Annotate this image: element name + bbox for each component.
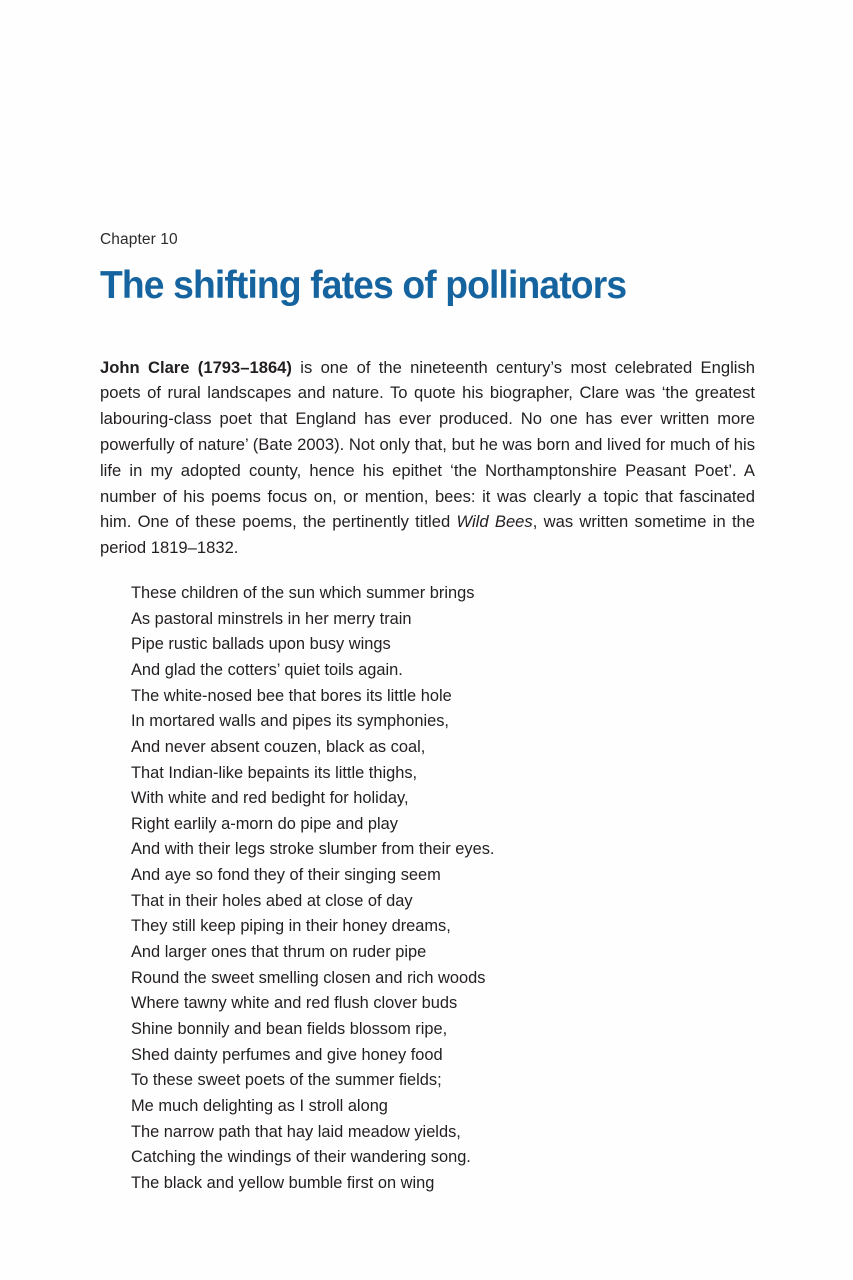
poem-line: The narrow path that hay laid meadow yields, [131,1122,461,1141]
poem-line: And aye so fond they of their singing seem [131,866,441,885]
poem-line: Me much delighting as I stroll along [131,1097,388,1116]
poem-line: That in their holes abed at close of day [131,891,413,910]
introduction-paragraph [100,355,755,561]
poem-line: And larger ones that thrum on ruder pipe [131,943,427,962]
poem-line: And with their legs stroke slumber from their eyes. [131,840,495,859]
chapter-title: The shifting fates of pollinators [100,263,627,307]
poem-line: In mortared walls and pipes its symphonies, [131,712,449,731]
intro-body-first: is one of the nineteenth century’s most celebrated English poets of rural landscapes and nature. To quote his biographer, Clare was ‘the greatest labouring-class poet that England has ever produced. No one has ever written more powerfully of nature’ (Bate 2003). Not only that, but he was born and lived for much of his life in my adopted county, hence his epithet ‘the Northamptonshire Peasant Poet’. A number of his poems focus on, or mention, bees: it was clearly a topic that fascinated him. One of these poems, the pertinently titled [100,357,755,532]
poem-line: Where tawny white and red flush clover buds [131,994,458,1013]
poem-work-title: Wild Bees [456,512,533,532]
poem-line: Round the sweet smelling closen and rich woods [131,968,486,987]
intro-body-last: , was written sometime in the period 1819–1832. [100,512,756,558]
intro-lead-in: John Clare (1793–1864) [100,357,292,377]
poem-line: Right earlily a-morn do pipe and play [131,814,398,833]
poem-line: Shed dainty perfumes and give honey food [131,1045,443,1064]
poem-line: As pastoral minstrels in her merry train [131,609,412,628]
poem-line: Shine bonnily and bean fields blossom ripe, [131,1020,448,1039]
poem-line: The black and yellow bumble first on wing [131,1174,435,1192]
poem-line: Pipe rustic ballads upon busy wings [131,635,391,654]
page-content [100,231,755,1197]
poem-line: And glad the cotters’ quiet toils again. [131,660,403,679]
poem-block [100,581,755,1197]
poem-line: The white-nosed bee that bores its little hole [131,686,452,705]
poem-line: That Indian-like bepaints its little thighs, [131,763,418,782]
poem-line: To these sweet poets of the summer fields; [131,1071,442,1090]
poem-line: And never absent couzen, black as coal, [131,737,426,756]
poem-line: These children of the sun which summer brings [131,583,475,602]
poem-line: They still keep piping in their honey dreams, [131,917,451,936]
chapter-label: Chapter 10 [100,231,178,248]
poem-line: With white and red bedight for holiday, [131,789,409,808]
poem-line: Catching the windings of their wandering song. [131,1148,471,1167]
